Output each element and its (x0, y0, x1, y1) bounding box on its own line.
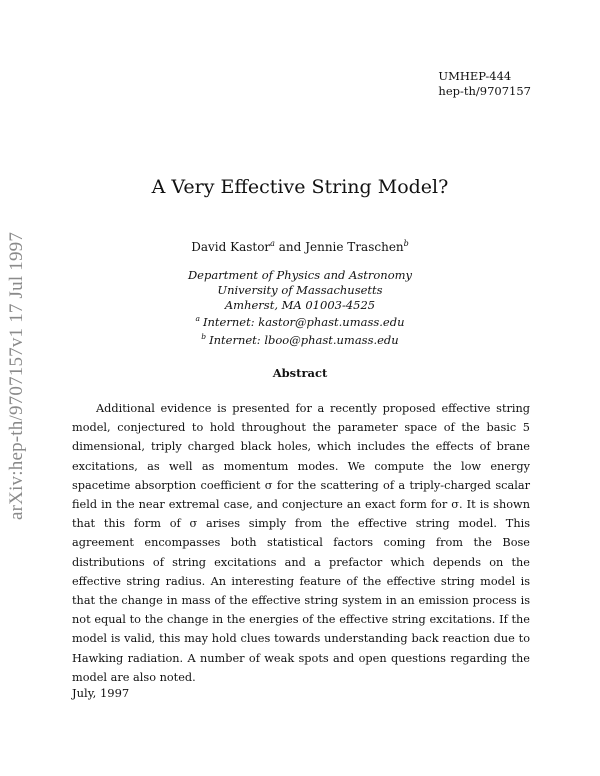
report-number-hepth: hep-th/9707157 (438, 83, 531, 98)
affiliation-city: Amherst, MA 01003-4525 (224, 297, 376, 312)
publication-date: July, 1997 (72, 686, 130, 700)
report-numbers (438, 69, 531, 98)
author-kastor-mark: a (270, 239, 275, 248)
author-traschen-mark: b (403, 239, 409, 248)
email-traschen-mark: b (201, 332, 207, 342)
email-traschen (0, 330, 600, 348)
author-traschen: Jennie Traschen (305, 240, 404, 254)
email-kastor (0, 312, 600, 330)
author-kastor: David Kastor (191, 240, 271, 254)
affiliation-department: Department of Physics and Astronomy (187, 268, 413, 282)
email-kastor-mark: a (195, 314, 200, 324)
email-kastor-text: Internet: kastor@phast.umass.edu (202, 315, 405, 330)
paper-title: A Very Effective String Model? (151, 176, 449, 198)
abstract-body: Additional evidence is presented for a recently proposed effective string model, conjectured to hold throughout the parameter space of the basic 5 dimensional, triply charged black holes, which includes the effects of brane excitations, as well as momentum modes. We compute the low energy spacetime absorption coefficient σ for the scattering of a triply-charged scalar field in the near extremal case, and conjecture an exact form for σ. It is shown that this form of σ arises simply from the effective string model. This agreement encompasses both statistical factors coming from the Bose distributions of string excitations and a prefactor which depends on the effective string radius. An interesting feature of the effective string model is that the change in mass of the effective string system in an emission process is not equal to the change in the energies of the effective string excitations. If the model is valid, this may hold clues towards understanding back reaction due to Hawking radiation. A number of weak spots and open questions regarding the model are also noted. (72, 402, 530, 684)
report-number-umhep: UMHEP-444 (438, 69, 512, 83)
author-conjunction: and (278, 240, 302, 254)
email-traschen-text: Internet: lboo@phast.umass.edu (209, 332, 399, 347)
affiliation-block (0, 268, 600, 348)
arxiv-identifier-stamp: arXiv:hep-th/9707157v1 17 Jul 1997 (6, 231, 27, 520)
affiliation-university: University of Massachusetts (217, 282, 383, 297)
abstract-heading: Abstract (272, 366, 328, 380)
author-line (0, 239, 600, 254)
